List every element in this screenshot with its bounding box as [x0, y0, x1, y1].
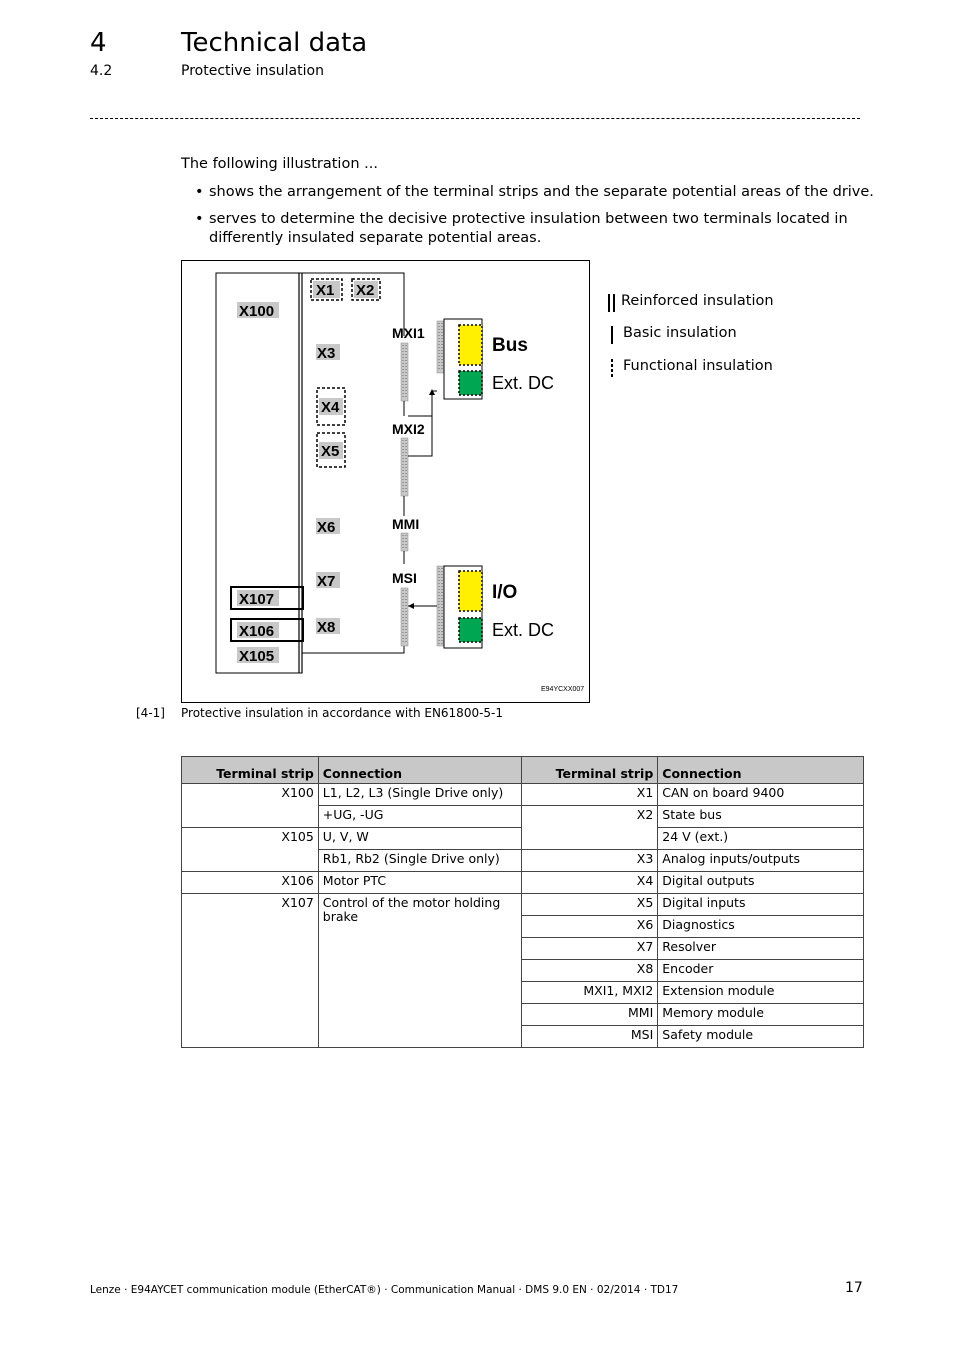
label-x1: X1: [316, 282, 335, 299]
legend-reinforced: Reinforced insulation: [621, 293, 774, 309]
table-row: X107 Control of the motor holding brake X5 Digital inputs: [182, 894, 864, 916]
table-row: Rb1, Rb2 (Single Drive only) X3 Analog inputs/outputs: [182, 850, 864, 872]
label-ext-dc-2: Ext. DC: [492, 620, 555, 640]
table-row: X6 Diagnostics: [182, 916, 864, 938]
label-x2: X2: [356, 282, 375, 299]
label-x4: X4: [321, 399, 340, 416]
table-header-row: [182, 757, 864, 784]
label-x100: X100: [239, 303, 275, 320]
label-mxi1: MXI1: [392, 325, 425, 341]
label-x107: X107: [239, 591, 275, 608]
col-header-strip: Terminal strip: [522, 757, 658, 784]
terminal-table: [181, 756, 864, 1048]
table-row: MMI Memory module: [182, 1004, 864, 1026]
table-row: X106 Motor PTC X4 Digital outputs: [182, 872, 864, 894]
label-x8: X8: [317, 619, 336, 636]
label-x105: X105: [239, 648, 275, 665]
label-x7: X7: [317, 573, 336, 590]
table-row: MSI Safety module: [182, 1026, 864, 1048]
figure-caption: Protective insulation in accordance with EN61800-5-1: [181, 706, 504, 720]
table-row: X100 L1, L2, L3 (Single Drive only) X1 CAN on board 9400: [182, 784, 864, 806]
legend-basic: Basic insulation: [623, 325, 737, 341]
table-row: X8 Encoder: [182, 960, 864, 982]
legend-symbols: [606, 292, 618, 382]
insulation-figure: [181, 260, 590, 703]
section-number: 4.2: [90, 63, 113, 79]
header-divider: [90, 118, 860, 119]
bullet-text: serves to determine the decisive protective insulation between two terminals located in: [209, 211, 848, 227]
legend-functional: Functional insulation: [623, 358, 773, 374]
intro-lead: The following illustration ...: [181, 156, 378, 172]
bus-yellow-box: [459, 325, 482, 365]
chapter-number: 4: [90, 28, 107, 58]
label-x6: X6: [317, 519, 336, 536]
bullet-text: differently insulated separate potential areas.: [209, 230, 542, 246]
table-row: X7 Resolver: [182, 938, 864, 960]
figure-code: E94YCXX007: [541, 686, 585, 693]
table-row: MXI1, MXI2 Extension module: [182, 982, 864, 1004]
label-bus: Bus: [492, 335, 528, 356]
chapter-title: Technical data: [181, 28, 368, 58]
col-header-connection: Connection: [658, 757, 864, 784]
col-header-strip: Terminal strip: [182, 757, 319, 784]
label-ext-dc-1: Ext. DC: [492, 373, 555, 393]
label-x3: X3: [317, 345, 336, 362]
label-x106: X106: [239, 623, 275, 640]
label-mmi: MMI: [392, 516, 420, 532]
figure-number: [4-1]: [136, 706, 165, 720]
table-row: X105 U, V, W 24 V (ext.): [182, 828, 864, 850]
page-number: 17: [845, 1280, 863, 1296]
label-msi: MSI: [392, 570, 417, 586]
bullet-text: shows the arrangement of the terminal strips and the separate potential areas of the drive.: [209, 184, 874, 200]
section-title: Protective insulation: [181, 63, 324, 79]
io-yellow-box: [459, 571, 482, 611]
col-header-connection: Connection: [318, 757, 522, 784]
label-io: I/O: [492, 582, 518, 603]
footer-text: Lenze · E94AYCET communication module (EtherCAT®) · Communication Manual · DMS 9.0 EN · 02/2014 · TD17: [90, 1284, 679, 1296]
ext-dc-green-box: [459, 371, 482, 395]
label-x5: X5: [321, 443, 340, 460]
table-row: +UG, -UG X2 State bus: [182, 806, 864, 828]
drive-diagram: [182, 261, 589, 702]
drive-body: [216, 273, 302, 673]
label-mxi2: MXI2: [392, 421, 425, 437]
ext-dc-green-box: [459, 618, 482, 642]
